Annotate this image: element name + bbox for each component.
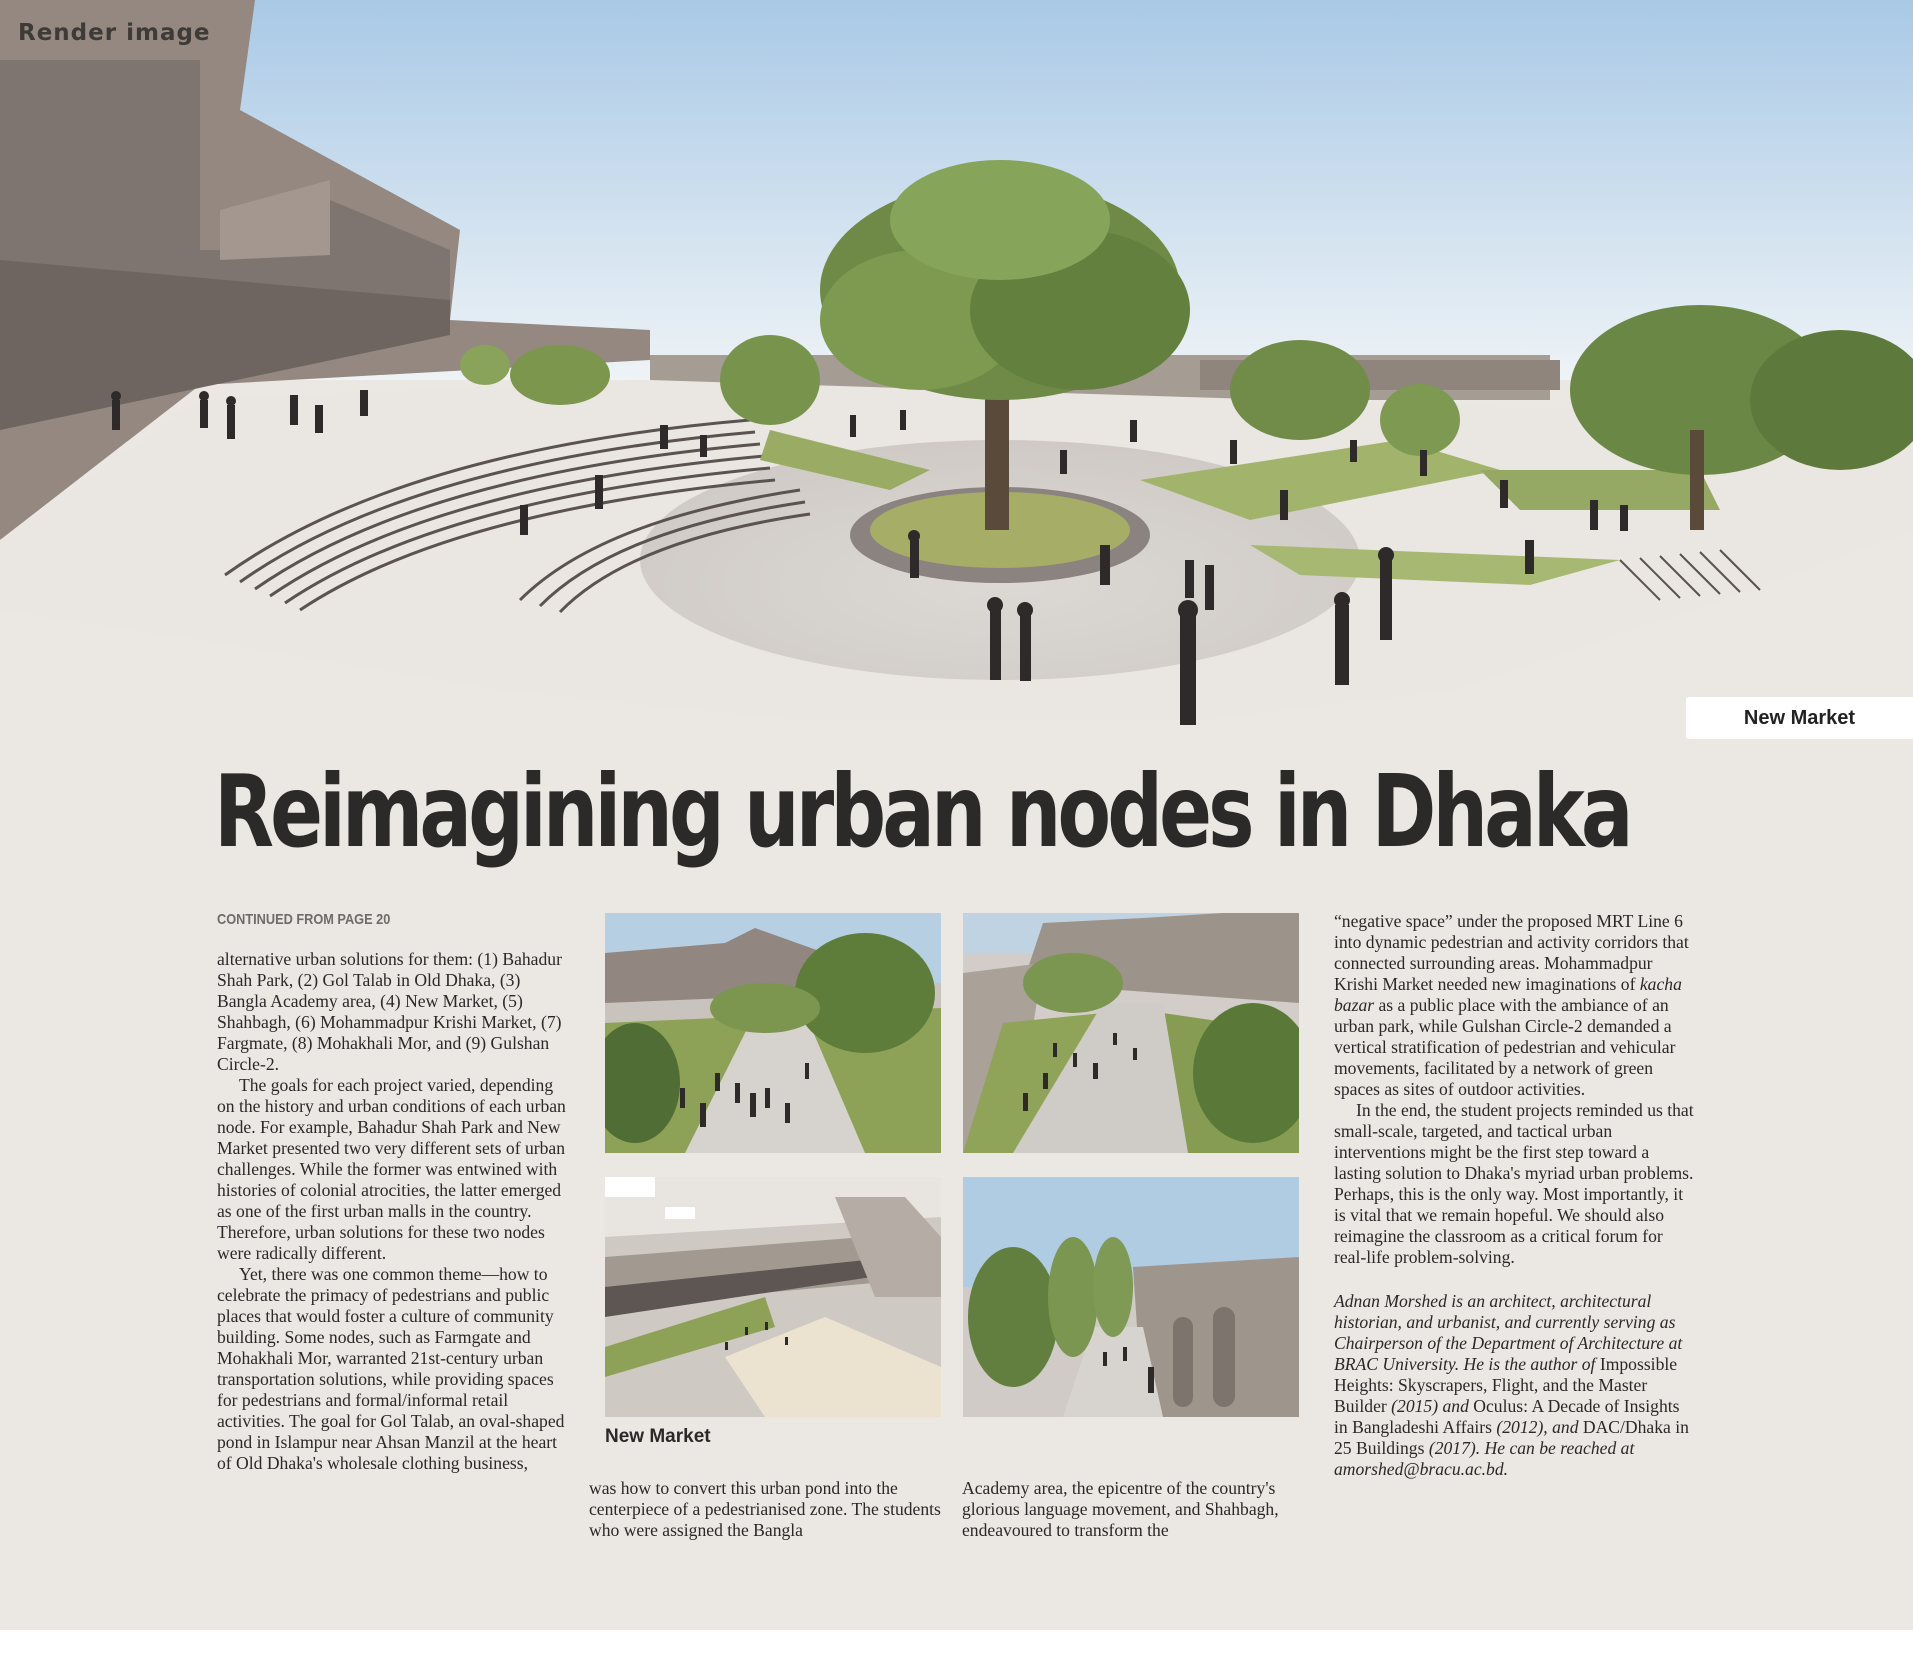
article-column-1: [217, 949, 567, 1474]
thumbnail-render-3: [605, 1177, 941, 1417]
paragraph: Academy area, the epicentre of the country's glorious language movement, and Shahbagh, endeavoured to transform the: [962, 1478, 1279, 1540]
emphasis: kacha bazar: [1334, 974, 1682, 1015]
paragraph: was how to convert this urban pond into the centerpiece of a pedestrianised zone. The students who were assigned the Bangla: [589, 1478, 941, 1540]
headline: Reimagining urban nodes in Dhaka: [214, 753, 1630, 870]
hero-render-image: [0, 0, 1913, 730]
author-bio: Adnan Morshed is an architect, architectural historian, and urbanist, and currently serving as Chairperson of the Department of Architecture at BRAC University. He is the author of Impossible Heights: Skyscrapers, Flight, and the Master Builder (2015) and Oculus: A Decade of Insights in Bangladeshi Affairs (2012), and DAC/Dhaka in 25 Buildings (2017). He can be reached at amorshed@bracu.ac.bd.: [1334, 1291, 1689, 1479]
book-title: Impossible Heights: Skyscrapers, Flight, and the Master Builder: [1334, 1354, 1678, 1416]
thumbnail-render-4: [963, 1177, 1299, 1417]
book-title: Oculus: A Decade of Insights in Bangladeshi Affairs: [1334, 1396, 1680, 1437]
paragraph: Yet, there was one common theme—how to celebrate the primacy of pedestrians and public places that would foster a culture of community building. Some nodes, such as Farmgate and Mohakhali Mor, warranted 21st-century urban transportation solutions, while providing spaces for pedestrians and formal/informal retail activities. The goal for Gol Talab, an oval-shaped pond in Islampur near Ahsan Manzil at the heart of Old Dhaka's wholesale clothing business,: [217, 1264, 565, 1473]
paragraph: alternative urban solutions for them: (1) Bahadur Shah Park, (2) Gol Talab in Old Dhaka, (3) Bangla Academy area, (4) New Market, (5) Shahbagh, (6) Mohammadpur Krishi Market, (7) Fargmate, (8) Mohakhali Mor, and (9) Gulshan Circle-2.: [217, 949, 562, 1074]
gallery-caption: New Market: [605, 1426, 711, 1447]
article-column-2: [589, 1478, 941, 1541]
paragraph: “negative space” under the proposed MRT Line 6 into dynamic pedestrian and activity corridors that connected surrounding areas. Mohammadpur Krishi Market needed new imaginations of kacha bazar as a public place with the ambiance of an urban park, while Gulshan Circle-2 demanded a vertical stratification of pedestrian and vehicular movements, facilitated by a network of green spaces as sites of outdoor activities.: [1334, 911, 1689, 1099]
thumbnail-render-2: [963, 913, 1299, 1153]
paragraph: In the end, the student projects reminded us that small-scale, targeted, and tactical urban interventions might be the first step toward a lasting solution to Dhaka's myriad urban problems. Perhaps, this is the only way. Most importantly, it is vital that we remain hopeful. We should also reimagine the classroom as a critical forum for real-life problem-solving.: [1334, 1100, 1694, 1267]
page-bottom-margin: [0, 1630, 1913, 1653]
paragraph: The goals for each project varied, depending on the history and urban conditions of each urban node. For example, Bahadur Shah Park and New Market presented two very different sets of urban challenges. While the former was entwined with histories of colonial atrocities, the latter emerged as one of the first urban malls in the country. Therefore, urban solutions for these two nodes were radically different.: [217, 1075, 566, 1263]
thumbnail-render-1: [605, 913, 941, 1153]
book-title: DAC/Dhaka in 25 Buildings: [1334, 1417, 1689, 1458]
article-column-4: [1334, 911, 1694, 1480]
render-image-label: Render image: [18, 20, 211, 46]
article-column-3: [962, 1478, 1314, 1541]
hero-caption: New Market: [1686, 697, 1913, 739]
continued-from-label: CONTINUED FROM PAGE 20: [217, 911, 391, 928]
